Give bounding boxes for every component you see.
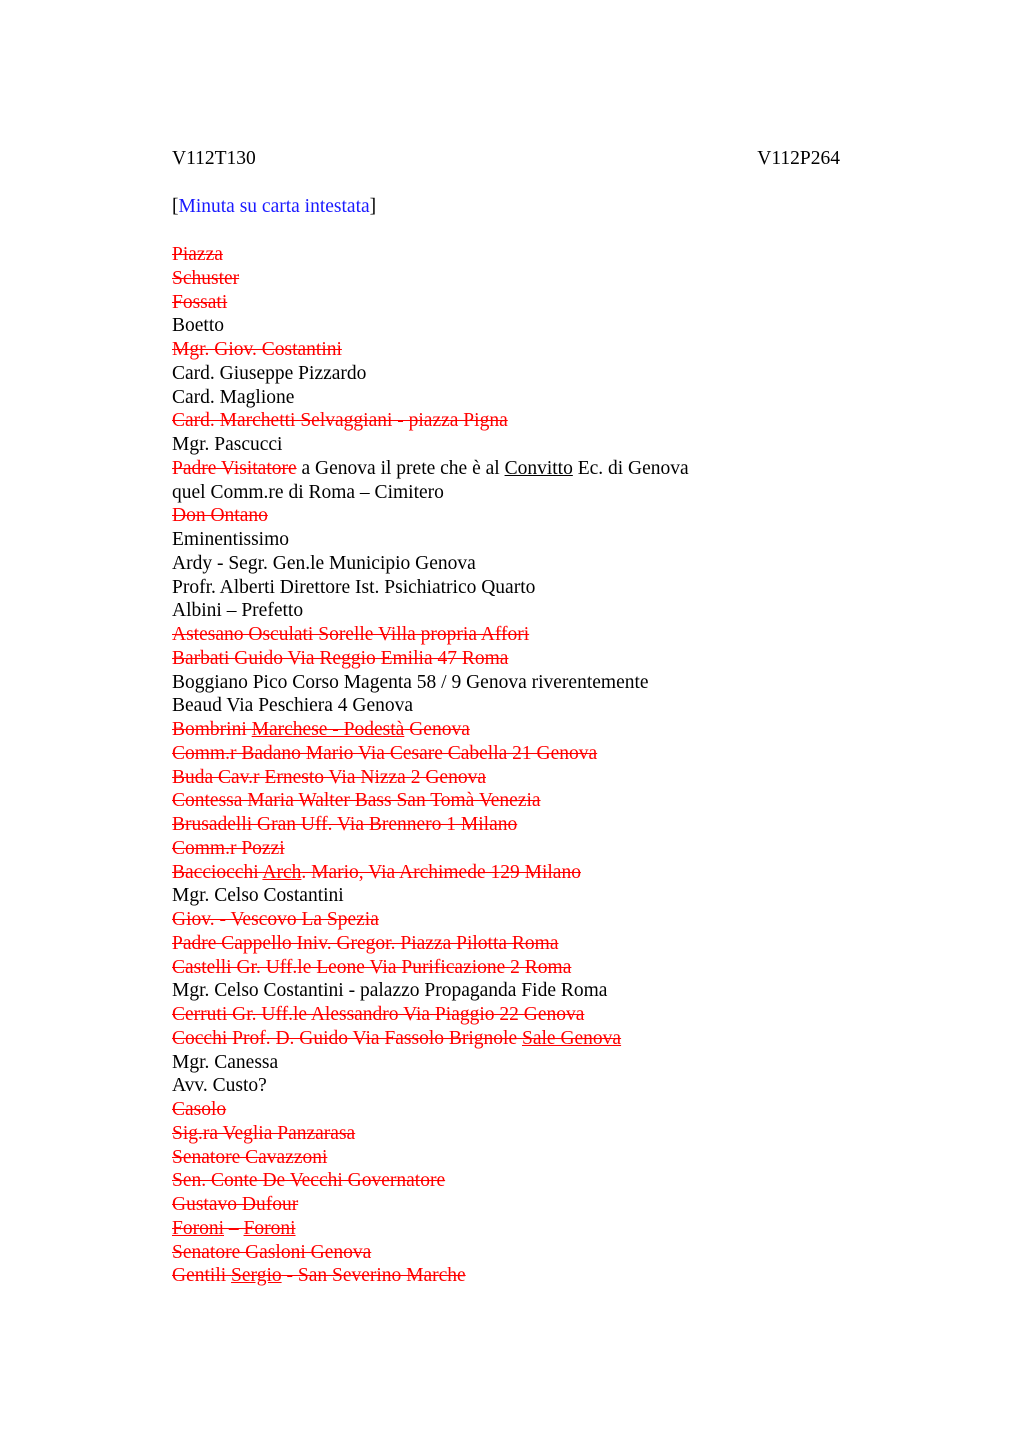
line-segment: Eminentissimo	[172, 529, 289, 550]
line-segment: Bacciocchi	[172, 861, 263, 883]
list-line	[172, 861, 840, 885]
line-segment: Comm.r Badano Mario Via Cesare Cabella 21 Genova	[172, 742, 598, 764]
line-segment: - San Severino Marche	[281, 1265, 466, 1287]
line-segment: Casolo	[172, 1099, 227, 1120]
note-close-bracket: ]	[369, 196, 377, 217]
list-line	[172, 243, 840, 267]
list-line	[172, 1027, 840, 1051]
line-segment: Convitto	[504, 457, 573, 479]
list-line	[172, 576, 840, 600]
line-segment: Albini – Prefetto	[172, 600, 304, 622]
page-code-right: V112P264	[757, 148, 840, 169]
list-line	[172, 1193, 840, 1217]
line-segment: . Mario, Via Archimede 129 Milano	[301, 861, 581, 883]
line-segment: Ardy - Segr. Gen.le Municipio Genova	[172, 552, 476, 574]
line-segment: Sale Genova	[522, 1027, 622, 1049]
list-line	[172, 884, 840, 908]
line-segment: Gentili	[172, 1265, 232, 1287]
line-segment: Comm.r Pozzi	[172, 837, 285, 859]
list-line	[172, 1217, 840, 1241]
list-line	[172, 694, 840, 718]
line-segment: Beaud Via Peschiera 4 Genova	[172, 695, 414, 717]
line-segment: Castelli Gr. Uff.le Leone Via Purificazione 2 Roma	[172, 956, 572, 978]
line-segment: Bombrini	[172, 719, 252, 740]
list-line	[172, 1146, 840, 1170]
line-segment: Mgr. Celso Costantini	[172, 885, 344, 907]
line-segment: Card. Maglione	[172, 386, 295, 408]
line-segment: Buda Cav.r Ernesto Via Nizza 2 Genova	[172, 766, 486, 788]
line-segment: Piazza	[172, 244, 223, 265]
list-line	[172, 267, 840, 291]
list-line	[172, 409, 840, 433]
line-segment: Sergio	[231, 1265, 282, 1287]
line-segment: Profr. Alberti Direttore Ist. Psichiatrico Quarto	[172, 576, 536, 598]
line-segment: Boetto	[172, 315, 224, 337]
volume-code-left: V112T130	[172, 148, 256, 169]
editorial-note	[172, 195, 376, 219]
document-header	[172, 147, 840, 171]
line-segment: Giov. - Vescovo La Spezia	[172, 909, 379, 930]
list-line	[172, 956, 840, 980]
list-line	[172, 813, 840, 837]
list-line	[172, 362, 840, 386]
line-segment: quel Comm.re di Roma – Cimitero	[172, 481, 444, 503]
list-line	[172, 386, 840, 410]
list-line	[172, 908, 840, 932]
line-segment: Padre Cappello Iniv. Gregor. Piazza Pilotta Roma	[172, 932, 559, 954]
note-text: Minuta su carta intestata	[178, 196, 370, 217]
list-line	[172, 623, 840, 647]
line-segment: Cerruti Gr. Uff.le Alessandro Via Piaggio 22 Genova	[172, 1004, 585, 1025]
line-segment: a Genova il prete che è al	[296, 457, 505, 479]
line-segment: Foroni	[172, 1217, 225, 1239]
line-segment: Fossati	[172, 291, 228, 313]
line-segment: Padre Visitatore	[172, 457, 297, 479]
line-segment: Mgr. Giov. Costantini	[172, 339, 342, 360]
list-line	[172, 1074, 840, 1098]
line-segment: Mgr. Celso Costantini - palazzo Propaganda Fide Roma	[172, 980, 608, 1002]
line-segment: Don Ontano	[172, 505, 268, 527]
line-segment: Card. Giuseppe Pizzardo	[172, 362, 367, 384]
list-line	[172, 837, 840, 861]
list-line	[172, 718, 840, 742]
line-segment: Sen. Conte De Vecchi Governatore	[172, 1170, 446, 1192]
note-open-bracket: [	[172, 196, 179, 217]
line-segment: Contessa Maria Walter Bass San Tomà Venezia	[172, 790, 541, 812]
line-segment: Mgr. Pascucci	[172, 434, 283, 455]
list-line	[172, 481, 840, 505]
list-line	[172, 1169, 840, 1193]
list-line	[172, 766, 840, 790]
line-segment: Schuster	[172, 267, 240, 289]
list-line	[172, 552, 840, 576]
line-segment: Arch	[262, 861, 302, 883]
list-line	[172, 1003, 840, 1027]
line-segment: Foroni	[243, 1217, 296, 1239]
line-segment: –	[224, 1217, 244, 1239]
list-line	[172, 314, 840, 338]
line-segment: Senatore Gasloni Genova	[172, 1241, 372, 1263]
list-line	[172, 932, 840, 956]
line-segment: Avv. Custo?	[172, 1075, 267, 1097]
line-segment: Astesano Osculati Sorelle Villa propria Affori	[172, 624, 530, 645]
line-segment: Mgr. Canessa	[172, 1051, 279, 1073]
list-line	[172, 338, 840, 362]
line-segment: Card. Marchetti Selvaggiani - piazza Pigna	[172, 410, 508, 432]
line-segment: Barbati Guido Via Reggio Emilia 47 Roma	[172, 647, 509, 669]
line-segment: Genova	[404, 719, 470, 740]
list-line	[172, 433, 840, 457]
line-segment: Boggiano Pico Corso Magenta 58 / 9 Genova riverentemente	[172, 671, 649, 693]
list-line	[172, 647, 840, 671]
line-segment: Brusadelli Gran Uff. Via Brennero 1 Milano	[172, 814, 518, 835]
line-segment: Senatore Cavazzoni	[172, 1146, 328, 1168]
line-segment: Gustavo Dufour	[172, 1194, 299, 1215]
list-line	[172, 671, 840, 695]
list-line	[172, 1098, 840, 1122]
list-line	[172, 979, 840, 1003]
name-list	[172, 243, 840, 1288]
list-line	[172, 742, 840, 766]
line-segment: Marchese - Podestà	[251, 719, 405, 740]
list-line	[172, 504, 840, 528]
list-line	[172, 599, 840, 623]
list-line	[172, 1051, 840, 1075]
list-line	[172, 291, 840, 315]
list-line	[172, 1241, 840, 1265]
list-line	[172, 1264, 840, 1288]
list-line	[172, 457, 840, 481]
line-segment: Cocchi Prof. D. Guido Via Fassolo Brignole	[172, 1027, 522, 1049]
line-segment: Ec. di Genova	[572, 457, 689, 479]
line-segment: Sig.ra Veglia Panzarasa	[172, 1122, 356, 1144]
list-line	[172, 1122, 840, 1146]
list-line	[172, 789, 840, 813]
list-line	[172, 528, 840, 552]
